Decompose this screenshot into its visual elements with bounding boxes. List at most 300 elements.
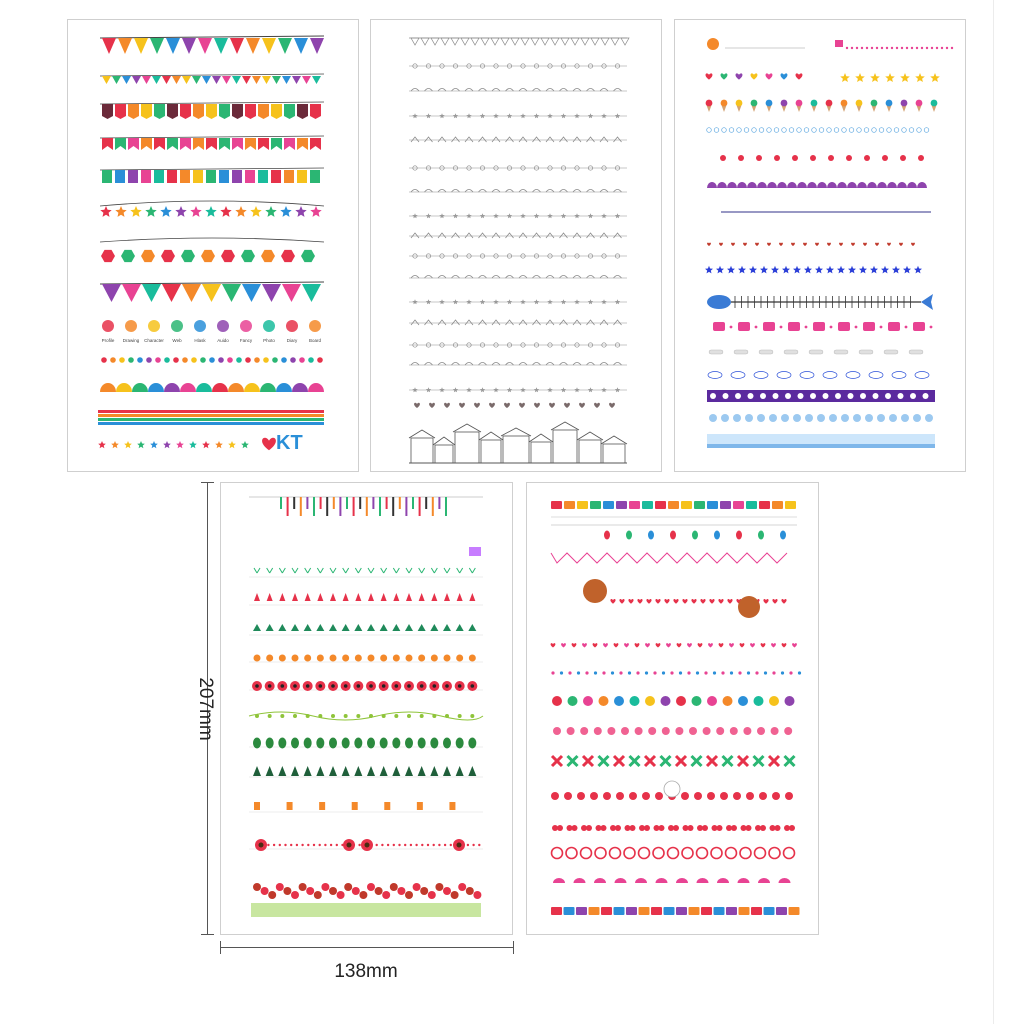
- cherry: [775, 825, 781, 831]
- round-leaf: [291, 738, 299, 749]
- heart-shape: [721, 73, 728, 79]
- drop-light: [758, 531, 764, 540]
- round-leaf: [253, 738, 261, 749]
- star-shape: [480, 113, 485, 118]
- square-flag: [128, 170, 138, 183]
- train-car: [764, 907, 775, 915]
- train-car: [589, 907, 600, 915]
- grey-zigzag: [411, 233, 419, 238]
- star-shape: [426, 299, 431, 304]
- dot: [307, 844, 309, 846]
- sprout: [381, 568, 387, 573]
- grey-leaf: [411, 89, 419, 92]
- tongue-flag: [284, 104, 295, 119]
- round-leaf: [468, 738, 476, 749]
- doodle: [594, 671, 597, 674]
- doodle: [696, 671, 699, 674]
- grey-zigzag: [506, 137, 514, 142]
- row-color-lines: [98, 410, 324, 425]
- vine-leaf: [331, 714, 335, 718]
- purple-scallop: [867, 182, 877, 188]
- rabbit-face-icon: [664, 781, 680, 797]
- cat-face: [888, 322, 900, 331]
- color-dot: [128, 357, 134, 363]
- star-shape: [615, 387, 620, 392]
- bubble: [722, 128, 727, 133]
- doodle: [653, 671, 656, 674]
- leaf-green: [430, 624, 438, 631]
- rabbit: [352, 802, 358, 810]
- heart-shape: [429, 403, 435, 408]
- orange-flower: [444, 655, 451, 662]
- scoop: [811, 100, 818, 107]
- umbrella: [758, 878, 770, 883]
- sticker-label: Web: [172, 338, 182, 343]
- star-shape: [870, 266, 878, 274]
- sprout: [393, 568, 399, 573]
- house-outline: [435, 445, 453, 463]
- tongue-flag: [258, 138, 269, 150]
- train-car: [655, 501, 666, 509]
- square-flag: [141, 170, 151, 183]
- color-dot: [290, 357, 296, 363]
- square-flag: [180, 170, 190, 183]
- string-line: [100, 102, 324, 104]
- square-flag: [297, 170, 307, 183]
- orange-flower: [279, 655, 286, 662]
- grey-leaf: [573, 89, 581, 92]
- grey-flag: [581, 38, 589, 45]
- tulip-flower: [733, 792, 741, 800]
- color-dot: [119, 357, 125, 363]
- star-shape: [130, 206, 141, 217]
- heart-shape: [534, 403, 540, 408]
- cross-mark: [785, 756, 795, 766]
- fish-head: [707, 295, 731, 309]
- sprout: [431, 568, 437, 573]
- scoop: [781, 100, 788, 107]
- heart-shape: [709, 599, 714, 604]
- height-dimension-label: 207mm: [195, 677, 216, 741]
- tongue-flag: [271, 104, 282, 119]
- star-shape: [241, 441, 249, 448]
- doodle: [772, 671, 775, 674]
- doodle: [585, 671, 588, 674]
- ring: [566, 848, 577, 859]
- pink-flower: [784, 727, 792, 735]
- heart-shape: [839, 243, 843, 246]
- heart-shape: [603, 643, 608, 647]
- candy-item: [630, 696, 640, 706]
- tulip-flower: [759, 792, 767, 800]
- band-flower: [898, 393, 904, 399]
- star-shape: [100, 206, 111, 217]
- house-outline: [503, 436, 529, 463]
- purple-scallop: [917, 182, 927, 188]
- star-shape: [426, 213, 431, 218]
- train-car: [772, 501, 783, 509]
- dot: [313, 844, 315, 846]
- color-dot: [218, 357, 224, 363]
- band-flower: [773, 393, 779, 399]
- star-shape: [601, 299, 606, 304]
- tongue-flag: [154, 104, 165, 119]
- square-flag: [206, 170, 216, 183]
- tree: [405, 766, 413, 776]
- doodle: [628, 671, 631, 674]
- leaf-green: [291, 624, 299, 631]
- sunflower-center: [457, 843, 462, 848]
- square-flag: [219, 170, 229, 183]
- bunting-flag: [198, 38, 212, 54]
- cherry: [731, 825, 737, 831]
- heart-shape: [792, 643, 797, 647]
- heart-shape: [561, 643, 566, 647]
- grey-leaf: [573, 276, 581, 279]
- heart-shape: [911, 243, 915, 246]
- cat-face: [813, 322, 825, 331]
- bubble: [827, 128, 832, 133]
- star-shape: [534, 387, 539, 392]
- bone: [884, 350, 898, 354]
- color-dot: [227, 357, 233, 363]
- leaf-green: [354, 624, 362, 631]
- tulip-flower: [564, 792, 572, 800]
- grey-zigzag: [438, 233, 446, 238]
- grey-zigzag: [533, 137, 541, 142]
- color-dot: [191, 357, 197, 363]
- cherry: [760, 825, 766, 831]
- dot: [450, 844, 452, 846]
- ring: [755, 848, 766, 859]
- grey-leaf: [465, 190, 473, 193]
- grey-zigzag: [465, 137, 473, 142]
- cloud: [777, 372, 791, 379]
- star-shape: [412, 387, 417, 392]
- house-roof: [551, 422, 579, 430]
- star-shape: [145, 206, 156, 217]
- star-shape: [793, 266, 801, 274]
- tongue-flag: [193, 104, 204, 119]
- round-leaf: [443, 738, 451, 749]
- paw-print: [774, 155, 780, 161]
- umbrella: [717, 878, 729, 883]
- star-shape: [615, 299, 620, 304]
- grey-leaf: [465, 89, 473, 92]
- star-shape: [507, 113, 512, 118]
- tulip: [457, 593, 463, 601]
- icon-sticker: [240, 320, 252, 332]
- doodle: [577, 671, 580, 674]
- flower-center: [268, 684, 272, 688]
- train-car: [785, 501, 796, 509]
- grey-zigzag: [546, 233, 554, 238]
- grey-leaf: [411, 190, 419, 193]
- bubble: [872, 128, 877, 133]
- grey-leaf: [438, 363, 446, 366]
- garden-flower: [413, 883, 421, 891]
- bubble: [729, 128, 734, 133]
- dot: [941, 47, 943, 49]
- tongue-flag: [297, 138, 308, 150]
- tulip-flower: [707, 792, 715, 800]
- garland-string: [100, 238, 324, 242]
- tulip: [343, 593, 349, 601]
- heart-shape: [414, 403, 420, 408]
- tulip: [317, 593, 323, 601]
- cloud: [754, 372, 768, 379]
- train-car: [576, 907, 587, 915]
- purple-scallop: [827, 182, 837, 188]
- star-shape: [439, 299, 444, 304]
- heart-shape: [761, 643, 766, 647]
- paw-print: [756, 155, 762, 161]
- blue-scallop: [889, 414, 897, 422]
- tulip: [431, 593, 437, 601]
- star-shape: [534, 213, 539, 218]
- cherry: [659, 825, 665, 831]
- color-dot: [245, 357, 251, 363]
- grey-leaf: [411, 276, 419, 279]
- drop-light: [604, 531, 610, 540]
- leaf-green: [266, 624, 274, 631]
- flower-center: [471, 684, 475, 688]
- cloud: [915, 372, 929, 379]
- grey-leaf: [452, 363, 460, 366]
- round-leaf: [456, 738, 464, 749]
- dot: [387, 844, 389, 846]
- heart-shape: [729, 643, 734, 647]
- purple-scallop: [897, 182, 907, 188]
- scoop: [871, 100, 878, 107]
- width-dimension-cap-left: [220, 941, 221, 954]
- round-leaf: [380, 738, 388, 749]
- garden-flower: [299, 883, 307, 891]
- grey-leaf: [600, 276, 608, 279]
- bubble: [774, 128, 779, 133]
- small-flag: [152, 76, 161, 84]
- garden-flower: [420, 887, 428, 895]
- width-dimension-cap-right: [513, 941, 514, 954]
- grey-zigzag: [425, 320, 433, 325]
- ring: [769, 848, 780, 859]
- star-shape: [881, 266, 889, 274]
- round-leaf: [392, 738, 400, 749]
- heart-shape: [719, 243, 723, 246]
- round-leaf: [405, 738, 413, 749]
- candy-item: [614, 696, 624, 706]
- grey-flag: [531, 38, 539, 45]
- train-car: [694, 501, 705, 509]
- grey-zigzag: [492, 320, 500, 325]
- color-dot: [272, 357, 278, 363]
- dot: [273, 844, 275, 846]
- star-shape: [615, 213, 620, 218]
- small-flag: [162, 76, 171, 84]
- flower-center: [293, 684, 297, 688]
- vine-leaf: [356, 714, 360, 718]
- big-flag: [262, 284, 281, 302]
- purple-scallop: [807, 182, 817, 188]
- doodle: [764, 671, 767, 674]
- doodle: [713, 671, 716, 674]
- heart-shape: [610, 599, 615, 604]
- drop-light: [692, 531, 698, 540]
- tree: [443, 766, 451, 776]
- ring: [682, 848, 693, 859]
- doodle: [602, 671, 605, 674]
- paw-print: [918, 155, 924, 161]
- square-flag: [271, 170, 281, 183]
- tulip-flower: [577, 792, 585, 800]
- heart-shape: [698, 643, 703, 647]
- grey-flag: [551, 38, 559, 45]
- pig-icon: [835, 40, 843, 47]
- cross-mark: [599, 756, 609, 766]
- cherry: [557, 825, 563, 831]
- grey-flag: [601, 38, 609, 45]
- pink-flower: [580, 727, 588, 735]
- grey-leaf: [479, 363, 487, 366]
- heart-shape: [673, 599, 678, 604]
- bubble: [759, 128, 764, 133]
- tulip: [355, 593, 361, 601]
- tongue-flag: [180, 104, 191, 119]
- bubble: [789, 128, 794, 133]
- grey-leaf: [587, 276, 595, 279]
- vine-leaf: [394, 714, 398, 718]
- scoop: [736, 100, 743, 107]
- bunting-flag: [118, 38, 132, 54]
- dot: [916, 47, 918, 49]
- tulip-flower: [629, 792, 637, 800]
- doodle: [738, 671, 741, 674]
- big-flag: [142, 284, 161, 302]
- page-edge-rule: [993, 0, 994, 1024]
- star-shape: [615, 113, 620, 118]
- tongue-flag: [206, 138, 217, 150]
- blue-scallop: [817, 414, 825, 422]
- star-shape: [771, 266, 779, 274]
- heart-shape: [691, 599, 696, 604]
- train-car: [551, 907, 562, 915]
- candy-item: [552, 696, 562, 706]
- dot: [886, 47, 888, 49]
- heart-shape: [635, 643, 640, 647]
- tulip: [406, 593, 412, 601]
- train-car: [616, 501, 627, 509]
- heart-shape: [519, 403, 525, 408]
- sticker-sheet-bunting: [67, 19, 359, 472]
- tulip-flower: [720, 792, 728, 800]
- grey-flag: [411, 38, 419, 45]
- sunflower-center: [347, 843, 352, 848]
- train-car: [577, 501, 588, 509]
- cherry: [630, 825, 636, 831]
- star-shape: [782, 266, 790, 274]
- color-dot: [146, 357, 152, 363]
- star-shape: [588, 299, 593, 304]
- heart-shape: [827, 243, 831, 246]
- star-shape: [574, 387, 579, 392]
- tulip: [254, 593, 260, 601]
- train-car: [603, 501, 614, 509]
- train-car: [668, 501, 679, 509]
- string-line: [100, 282, 324, 284]
- bunting-flag: [150, 38, 164, 54]
- ring: [552, 848, 563, 859]
- star-shape: [115, 206, 126, 217]
- small-flag: [242, 76, 251, 84]
- train-car: [720, 501, 731, 509]
- flower-center: [331, 684, 335, 688]
- string-line: [100, 168, 324, 170]
- bunting-flag: [182, 38, 196, 54]
- star-shape: [547, 387, 552, 392]
- heart-shape: [791, 243, 795, 246]
- grey-flag: [571, 38, 579, 45]
- color-dot: [164, 357, 170, 363]
- grey-flag: [511, 38, 519, 45]
- tree: [380, 766, 388, 776]
- tongue-flag: [167, 104, 178, 119]
- heart-shape: [666, 643, 671, 647]
- big-flag: [202, 284, 221, 302]
- bubble: [744, 128, 749, 133]
- garden-flower: [306, 887, 314, 895]
- tree: [367, 766, 375, 776]
- orange-flower: [254, 655, 261, 662]
- square-flag: [115, 170, 125, 183]
- tulip-flower: [681, 792, 689, 800]
- candy-item: [661, 696, 671, 706]
- sprout: [419, 568, 425, 573]
- bone: [784, 350, 798, 354]
- leaf-green: [253, 624, 261, 631]
- blue-scallop: [829, 414, 837, 422]
- purple-scallop: [797, 182, 807, 188]
- dot: [921, 47, 923, 49]
- icon-sticker: [286, 320, 298, 332]
- doodle: [721, 671, 724, 674]
- tongue-flag: [206, 104, 217, 119]
- heart-shape: [772, 599, 777, 604]
- ring: [653, 848, 664, 859]
- grey-leaf: [465, 363, 473, 366]
- dot: [421, 844, 423, 846]
- ring: [595, 848, 606, 859]
- dot: [336, 844, 338, 846]
- tulip: [279, 593, 285, 601]
- garden-flower: [314, 891, 322, 899]
- star-shape: [727, 266, 735, 274]
- grey-leaf: [614, 89, 622, 92]
- pink-flower: [730, 727, 738, 735]
- grey-zigzag: [600, 320, 608, 325]
- doodle: [551, 671, 554, 674]
- cherry: [615, 825, 621, 831]
- star-shape: [265, 206, 276, 217]
- garden-flower: [253, 883, 261, 891]
- grey-leaf: [411, 363, 419, 366]
- tulip-flower: [746, 792, 754, 800]
- grey-leaf: [438, 190, 446, 193]
- sunflower-center: [365, 843, 370, 848]
- star-shape: [466, 299, 471, 304]
- house-outline: [603, 444, 625, 463]
- garden-flower: [458, 883, 466, 891]
- doodle: [560, 671, 563, 674]
